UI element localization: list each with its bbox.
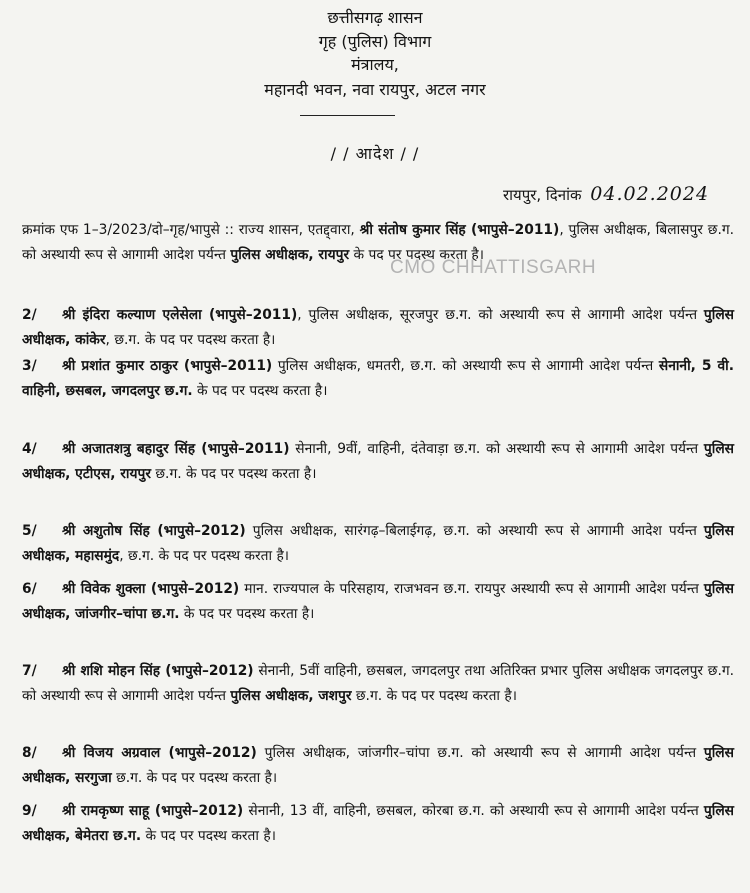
bold-text-segment: पुलिस अधीक्षक, कांकेर	[22, 307, 734, 348]
handwritten-date: 04.02.2024	[590, 183, 710, 205]
text-segment: के पद पर पदस्थ करता है।	[349, 246, 484, 263]
bold-text-segment: श्री प्रशांत कुमार ठाकुर (भापुसे–2011)	[62, 358, 273, 374]
bold-text-segment: श्री रामकृष्ण साहू (भापुसे–2012)	[62, 803, 244, 819]
text-segment: सेनानी, 13 वीं, वाहिनी, छसबल, कोरबा छ.ग. को अस्थायी रूप से आगामी आदेश पर्यन्त	[243, 803, 704, 819]
bold-text-segment: पुलिस अधीक्षक, जशपुर	[230, 687, 352, 704]
order-paragraph	[22, 741, 734, 790]
paragraph-number: 8/	[22, 745, 37, 761]
text-segment: छ.ग. के पद पर पदस्थ करता है।	[151, 465, 317, 482]
order-paragraph	[22, 519, 734, 568]
text-segment: , पुलिस अधीक्षक, सूरजपुर छ.ग. को अस्थायी रूप से आगामी आदेश पर्यन्त	[297, 307, 704, 323]
text-segment: क्रमांक एफ 1–3/2023/दो–गृह/भापुसे :: राज्य शासन, एतद्द्वारा,	[22, 222, 360, 238]
order-title: / / आदेश / /	[330, 144, 420, 163]
watermark: CMO CHHATTISGARH	[390, 257, 597, 278]
text-segment: सेनानी, 5वीं वाहिनी, छसबल, जगदलपुर तथा अतिरिक्त प्रभार पुलिस अधीक्षक जगदलपुर छ.ग. को अस्थायी रूप से आगामी आदेश पर्यन्त	[22, 663, 734, 704]
text-segment: के पद पर पदस्थ करता है।	[192, 382, 328, 399]
paragraph-number: 3/	[22, 358, 37, 374]
order-paragraph	[22, 303, 734, 352]
bold-text-segment: पुलिस अधीक्षक, महासमुंद	[22, 523, 734, 564]
order-paragraph	[22, 799, 734, 848]
bold-text-segment: सेनानी, 5 वी. वाहिनी, छसबल, जगदलपुर छ.ग.	[22, 358, 734, 399]
text-segment: पुलिस अधीक्षक, जांजगीर–चांपा छ.ग. को अस्थायी रूप से आगामी आदेश पर्यन्त	[256, 745, 704, 761]
header-address: महानदी भवन, नवा रायपुर, अटल नगर	[264, 80, 486, 99]
text-segment: मान. राज्यपाल के परिसहाय, राजभवन छ.ग. रायपुर अस्थायी रूप से आगामी आदेश पर्यन्त	[239, 581, 704, 597]
bold-text-segment: पुलिस अधीक्षक, रायपुर	[230, 246, 350, 263]
text-segment: , छ.ग. के पद पर पदस्थ करता है।	[105, 331, 276, 348]
paragraph-number: 7/	[22, 663, 37, 679]
text-segment: के पद पर पदस्थ करता है।	[141, 827, 276, 844]
bold-text-segment: श्री अजातशत्रु बहादुर सिंह (भापुसे–2011)	[62, 441, 290, 457]
text-segment: पुलिस अधीक्षक, सारंगढ़–बिलाईगढ़, छ.ग. को अस्थायी रूप से आगामी आदेश पर्यन्त	[245, 523, 704, 539]
bold-text-segment: श्री विवेक शुक्ला (भापुसे–2012)	[62, 581, 240, 597]
header-divider	[300, 115, 395, 116]
order-paragraph	[22, 218, 734, 267]
bold-text-segment: पुलिस अधीक्षक, जांजगीर–चांपा छ.ग.	[22, 581, 734, 622]
dateline-prefix: रायपुर, दिनांक	[503, 186, 582, 204]
bold-text-segment: पुलिस अधीक्षक, बेमेतरा छ.ग.	[22, 803, 735, 844]
bold-text-segment: श्री अशुतोष सिंह (भापुसे–2012)	[62, 523, 246, 539]
text-segment: छ.ग. के पद पर पदस्थ करता है।	[351, 687, 517, 704]
text-segment: , पुलिस अधीक्षक, बिलासपुर छ.ग. को अस्थायी रूप से आगामी आदेश पर्यन्त	[22, 222, 734, 263]
header-government: छत्तीसगढ़ शासन	[327, 8, 423, 27]
header-ministry: मंत्रालय,	[351, 55, 399, 74]
paragraph-number: 2/	[22, 307, 37, 323]
text-segment: , छ.ग. के पद पर पदस्थ करता है।	[119, 547, 290, 564]
order-paragraph	[22, 659, 734, 708]
bold-text-segment: श्री इंदिरा कल्याण एलेसेला (भापुसे–2011)	[62, 307, 298, 323]
bold-text-segment: श्री संतोष कुमार सिंह (भापुसे–2011)	[359, 222, 560, 238]
text-segment: पुलिस अधीक्षक, धमतरी, छ.ग. को अस्थायी रूप से आगामी आदेश पर्यन्त	[272, 358, 659, 374]
bold-text-segment: पुलिस अधीक्षक, सरगुजा	[22, 745, 734, 786]
paragraph-number: 4/	[22, 441, 37, 457]
order-paragraph	[22, 577, 734, 626]
bold-text-segment: पुलिस अधीक्षक, एटीएस, रायपुर	[22, 441, 734, 482]
order-paragraph	[22, 354, 734, 403]
text-segment: सेनानी, 9वीं, वाहिनी, दंतेवाड़ा छ.ग. को अस्थायी रूप से आगामी आदेश पर्यन्त	[289, 441, 704, 457]
bold-text-segment: श्री शशि मोहन सिंह (भापुसे–2012)	[62, 663, 254, 679]
text-segment: के पद पर पदस्थ करता है।	[179, 605, 315, 622]
paragraph-number: 9/	[22, 803, 37, 819]
dateline	[503, 183, 709, 205]
text-segment: छ.ग. के पद पर पदस्थ करता है।	[111, 769, 278, 786]
bold-text-segment: श्री विजय अग्रवाल (भापुसे–2012)	[62, 745, 257, 761]
paragraph-number: 5/	[22, 523, 37, 539]
order-paragraph	[22, 437, 734, 486]
header-department: गृह (पुलिस) विभाग	[318, 32, 432, 51]
paragraph-number: 6/	[22, 581, 37, 597]
